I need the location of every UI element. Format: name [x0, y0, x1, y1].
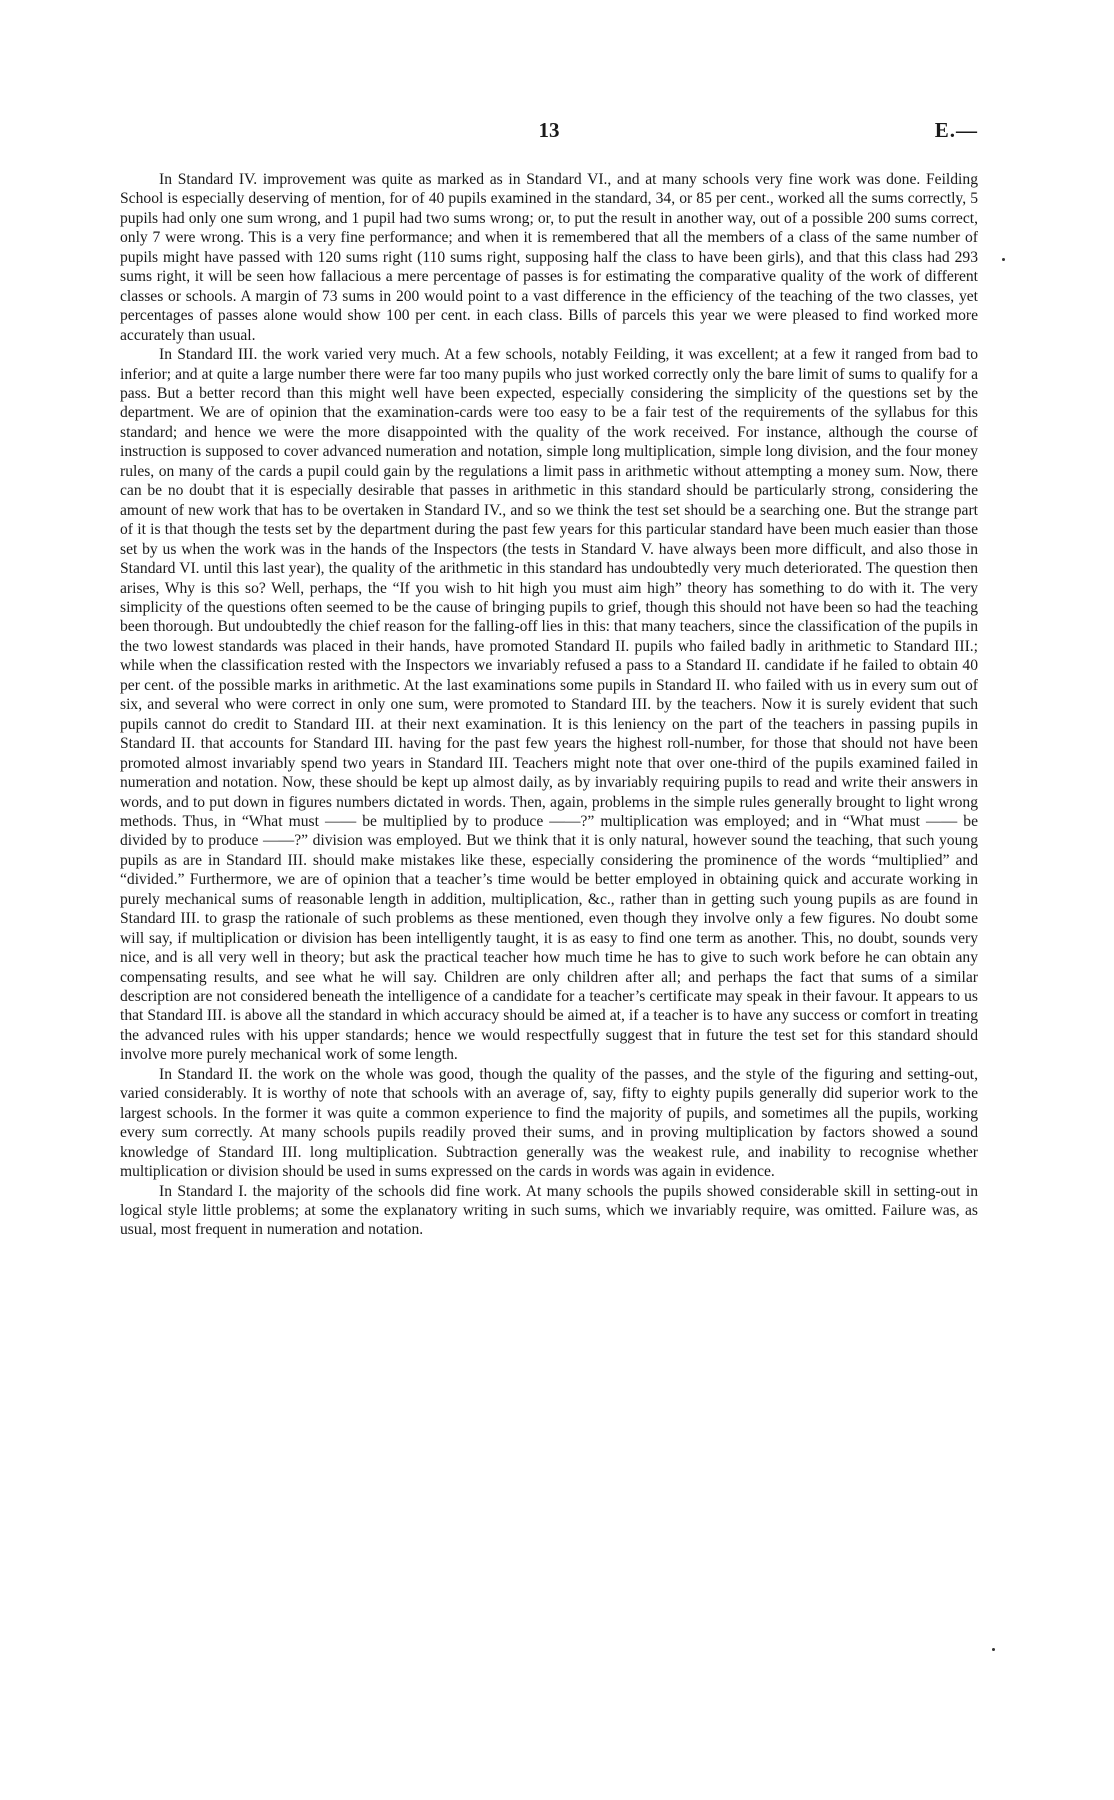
margin-speck: [992, 1648, 995, 1651]
paragraph-standard-iv: In Standard IV. improvement was quite as marked as in Standard VI., and at many schools very fine work was done. Feilding School is especially deserving of mention, for of 40 pupils examined in the standard, 34, or 85 per cent., worked all the sums correctly, 5 pupils had only one sum wrong, and 1 pupil had two sums wrong; or, to put the result in another way, out of a possible 200 sums correct, only 7 were wrong. This is a very fine performance; and when it is remembered that all the members of a class of the same number of pupils might have passed with 120 sums right (110 sums right, supposing half the class to have been girls), and that this class had 293 sums right, it will be seen how fallacious a mere percentage of passes is for estimating the comparative quality of the work of different classes or schools. A margin of 73 sums in 200 would point to a vast difference in the efficiency of the teaching of the two classes, yet percentages of passes alone would show 100 per cent. in each class. Bills of parcels this year we were pleased to find worked more accurately than usual.: [120, 171, 978, 344]
paragraph-standard-ii: In Standard II. the work on the whole was good, though the quality of the passes, and the style of the figuring and setting-out, varied considerably. It is worthy of note that schools with an average of, say, fifty to eighty pupils generally did superior work to the largest schools. In the former it was quite a common experience to find the majority of pupils, and sometimes all the pupils, working every sum correctly. At many schools pupils readily proved their sums, and in proving multiplication by factors showed a sound knowledge of Standard III. long multiplication. Subtraction generally was the weakest rule, and inability to recognise whether multiplication or division should be used in sums expressed on the cards in words was again in evidence.: [120, 1065, 978, 1181]
report-body: [120, 170, 978, 1240]
document-code: E.—: [934, 118, 978, 142]
paragraph-standard-i: In Standard I. the majority of the schools did fine work. At many schools the pupils showed considerable skill in setting-out in logical style little problems; at some the explanatory writing in such sums, which we invariably require, was omitted. Failure was, as usual, most frequent in numeration and notation.: [120, 1182, 978, 1239]
margin-speck: [1002, 258, 1005, 261]
page-number: 13: [538, 118, 560, 142]
paragraph-standard-iii: In Standard III. the work varied very much. At a few schools, notably Feilding, it was excellent; at a few it ranged from bad to inferior; and at quite a large number there were far too many pupils who just worked correctly only the bare limit of sums to qualify for a pass. But a better record than this might well have been expected, especially considering the simplicity of the questions set by the department. We are of opinion that the examination-cards were too easy to be a fair test of the requirements of the syllabus for this standard; and hence we were the more disappointed with the quality of the work received. For instance, although the course of instruction is supposed to cover advanced numeration and notation, simple long multiplication, simple long division, and the four money rules, on many of the cards a pupil could gain by the regulations a limit pass in arithmetic without attempting a money sum. Now, there can be no doubt that it is especially desirable that passes in arithmetic in this standard should be particularly strong, considering the amount of new work that has to be overtaken in Standard IV., and so we think the test set should be a searching one. But the strange part of it is that though the tests set by the department during the past few years for this particular standard have been much easier than those set by us when the work was in the hands of the Inspectors (the tests in Standard V. have always been more difficult, and also those in Standard VI. until this last year), the quality of the arithmetic in this standard has undoubtedly very much deteriorated. The question then arises, Why is this so? Well, perhaps, the “If you wish to hit high you must aim high” theory has something to do with it. The very simplicity of the questions often seemed to be the cause of bringing pupils to grief, though this should not have been so had the teaching been thorough. But undoubtedly the chief reason for the falling-off lies in this: that many teachers, since the classification of the pupils in the two lowest standards was placed in their hands, have promoted Standard II. pupils who failed badly in arithmetic to Standard III.; while when the classification rested with the Inspectors we invariably refused a pass to a Standard II. candidate if he failed to obtain 40 per cent. of the possible marks in arithmetic. At the last examinations some pupils in Standard II. who failed with us in every sum out of six, and several who were correct in only one sum, were promoted to Standard III. by the teachers. Now it is surely evident that such pupils cannot do credit to Standard III. at their next examination. It is this leniency on the part of the teachers in passing pupils in Standard II. that accounts for Standard III. having for the past few years the highest roll-number, for those that should not have been promoted almost invariably spend two years in Standard III. Teachers might note that over one-third of the pupils examined failed in numeration and notation. Now, these should be kept up almost daily, as by invariably requiring pupils to read and write their answers in words, and to put down in figures numbers dictated in words. Then, again, problems in the simple rules generally brought to light wrong methods. Thus, in “What must —— be multiplied by to produce ——?” multiplication was employed; and in “What must —— be divided by to produce ——?” division was employed. But we think that it is only natural, however sound the teaching, that such young pupils as are in Standard III. should make mistakes like these, especially considering the prominence of the words “multiplied” and “divided.” Furthermore, we are of opinion that a teacher’s time would be better employed in obtaining quick and accurate working in purely mechanical sums of reasonable length in addition, multiplication, &c., rather than in getting such young pupils as are found in Standard III. to grasp the rationale of such problems as these mentioned, even though they involve only a few figures. No doubt some will say, if multiplication or division has been intelligently taught, it is as easy to find one term as another. This, no doubt, sounds very nice, and is all very well in theory; but ask the practical teacher how much time he has to give to such work before he can obtain any compensating results, and see what he will say. Children are only children after all; and perhaps the fact that sums of a similar description are not considered beneath the intelligence of a candidate for a teacher’s certificate may speak in their favour. It appears to us that Standard III. is above all the standard in which accuracy should be aimed at, if a teacher is to have any success or comfort in treating the advanced rules with his upper standards; hence we would respectfully suggest that in future the test set for this standard should involve more purely mechanical work of some length.: [120, 346, 978, 1064]
page-header: [120, 118, 978, 148]
